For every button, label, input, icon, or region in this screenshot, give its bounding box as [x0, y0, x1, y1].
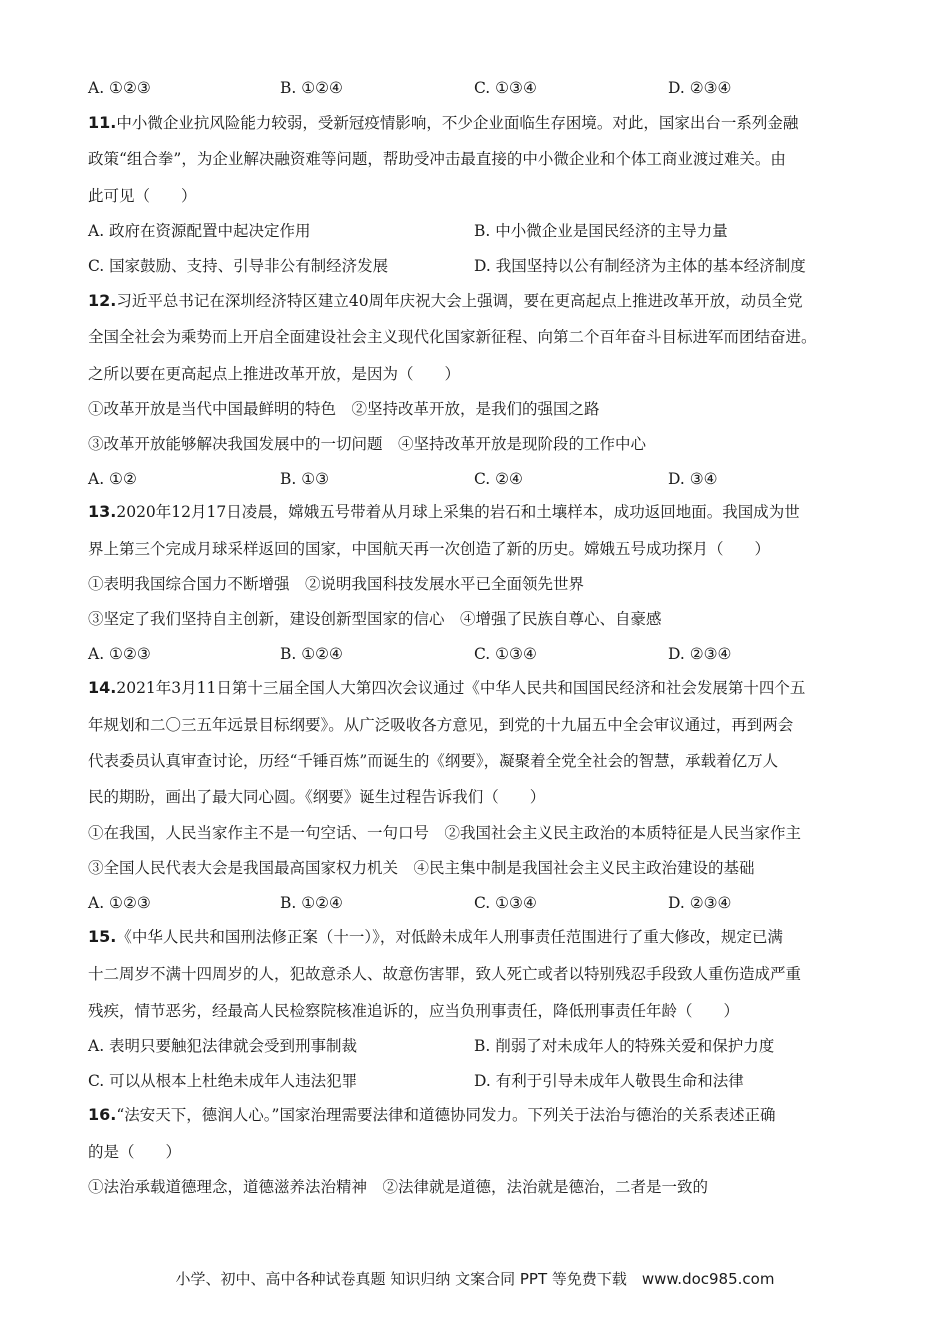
page-footer: 小学、初中、高中各种试卷真题 知识归纳 文案合同 PPT 等免费下载 www.doc985.com	[175, 1270, 775, 1288]
option-b: B. ①③	[280, 470, 330, 488]
question-text: “法安天下，德润人心。”国家治理需要法律和道德协同发力。下列关于法治与德治的关系表述正确	[116, 1106, 776, 1124]
option-d: D. ③④	[668, 470, 718, 488]
question-number: 11.	[88, 113, 117, 132]
question-number: 14.	[88, 678, 117, 697]
question-15-stem: 十二周岁不满十四周岁的人，犯故意杀人、故意伤害罪，致人死亡或者以特别残忍手段致人重伤造成严重	[88, 965, 802, 983]
question-14-stem: 代表委员认真审查讨论，历经“千锤百炼”而诞生的《纲要》，凝聚着全党全社会的智慧，承载着亿万人	[88, 752, 779, 770]
option-d: D. ②③④	[668, 79, 732, 97]
question-11-stem: 此可见（ ）	[88, 187, 197, 205]
question-14-stem: 民的期盼，画出了最大同心圆。《纲要》诞生过程告诉我们（ ）	[88, 788, 546, 806]
option-c: C. ②④	[474, 470, 523, 488]
option-d: D. ②③④	[668, 645, 732, 663]
option-c: C. 国家鼓励、支持、引导非公有制经济发展	[88, 257, 389, 275]
question-text: 《中华人民共和国刑法修正案（十一）》，对低龄未成年人刑事责任范围进行了重大修改，规定已满	[116, 928, 783, 946]
question-16-statement: ①法治承载道德理念，道德滋养法治精神 ②法律就是道德，法治就是德治，二者是一致的	[88, 1178, 709, 1196]
option-b: B. ①②④	[280, 79, 343, 97]
question-12-stem: 全国全社会为乘势而上开启全面建设社会主义现代化国家新征程、向第二个百年奋斗目标进军而团结奋进。	[88, 328, 817, 346]
question-11-stem	[88, 113, 798, 133]
option-b: B. 削弱了对未成年人的特殊关爱和保护力度	[474, 1037, 775, 1055]
option-b: B. ①②④	[280, 645, 343, 663]
question-12-statement: ①改革开放是当代中国最鲜明的特色 ②坚持改革开放，是我们的强国之路	[88, 400, 600, 418]
question-15-stem: 残疾，情节恶劣，经最高人民检察院核准追诉的，应当负刑事责任，降低刑事责任年龄（ ）	[88, 1002, 740, 1020]
option-b: B. ①②④	[280, 894, 343, 912]
option-c: C. ①③④	[474, 645, 537, 663]
question-text: 2020年12月17日凌晨，嫦娥五号带着从月球上采集的岩石和土壤样本，成功返回地面。我国成为世	[116, 503, 800, 521]
option-a: A. ①②③	[88, 645, 151, 663]
option-a: A. ①②③	[88, 79, 151, 97]
question-15-stem	[88, 927, 783, 947]
question-number: 13.	[88, 502, 117, 521]
question-12-statement: ③改革开放能够解决我国发展中的一切问题 ④坚持改革开放是现阶段的工作中心	[88, 435, 647, 453]
question-12-stem: 之所以要在更高起点上推进改革开放，是因为（ ）	[88, 365, 461, 383]
question-13-statement: ③坚定了我们坚持自主创新，建设创新型国家的信心 ④增强了民族自尊心、自豪感	[88, 610, 662, 628]
question-text: 2021年3月11日第十三届全国人大第四次会议通过《中华人民共和国国民经济和社会发展第十四个五	[116, 679, 806, 697]
option-d: D. 我国坚持以公有制经济为主体的基本经济制度	[474, 257, 806, 275]
option-a: A. 表明只要触犯法律就会受到刑事制裁	[88, 1037, 358, 1055]
question-13-statement: ①表明我国综合国力不断增强 ②说明我国科技发展水平已全面领先世界	[88, 575, 585, 593]
question-number: 12.	[88, 291, 117, 310]
option-c: C. 可以从根本上杜绝未成年人违法犯罪	[88, 1072, 358, 1090]
option-a: A. 政府在资源配置中起决定作用	[88, 222, 311, 240]
question-text: 中小微企业抗风险能力较弱，受新冠疫情影响，不少企业面临生存困境。对此，国家出台一系列金融	[116, 114, 799, 132]
option-c: C. ①③④	[474, 79, 537, 97]
option-a: A. ①②	[88, 470, 137, 488]
question-12-stem	[88, 291, 803, 311]
option-d: D. ②③④	[668, 894, 732, 912]
question-text: 习近平总书记在深圳经济特区建立40周年庆祝大会上强调，要在更高起点上推进改革开放，动员全党	[116, 292, 803, 310]
question-13-stem: 界上第三个完成月球采样返回的国家，中国航天再一次创造了新的历史。嫦娥五号成功探月（ ）	[88, 540, 771, 558]
question-14-statement: ③全国人民代表大会是我国最高国家权力机关 ④民主集中制是我国社会主义民主政治建设的基础	[88, 859, 755, 877]
option-c: C. ①③④	[474, 894, 537, 912]
question-number: 15.	[88, 927, 117, 946]
question-number: 16.	[88, 1105, 117, 1124]
question-16-stem: 的是（ ）	[88, 1143, 182, 1161]
question-11-stem: 政策“组合拳”，为企业解决融资难等问题，帮助受冲击最直接的中小微企业和个体工商业渡过难关。由	[88, 150, 786, 168]
question-13-stem	[88, 502, 800, 522]
question-14-stem: 年规划和二〇三五年远景目标纲要》。从广泛吸收各方意见，到党的十九届五中全会审议通过，再到两会	[88, 716, 794, 734]
question-14-stem	[88, 678, 805, 698]
option-b: B. 中小微企业是国民经济的主导力量	[474, 222, 728, 240]
option-d: D. 有利于引导未成年人敬畏生命和法律	[474, 1072, 744, 1090]
question-16-stem	[88, 1105, 775, 1125]
option-a: A. ①②③	[88, 894, 151, 912]
question-14-statement: ①在我国，人民当家作主不是一句空话、一句口号 ②我国社会主义民主政治的本质特征是人民当家作主	[88, 824, 802, 842]
